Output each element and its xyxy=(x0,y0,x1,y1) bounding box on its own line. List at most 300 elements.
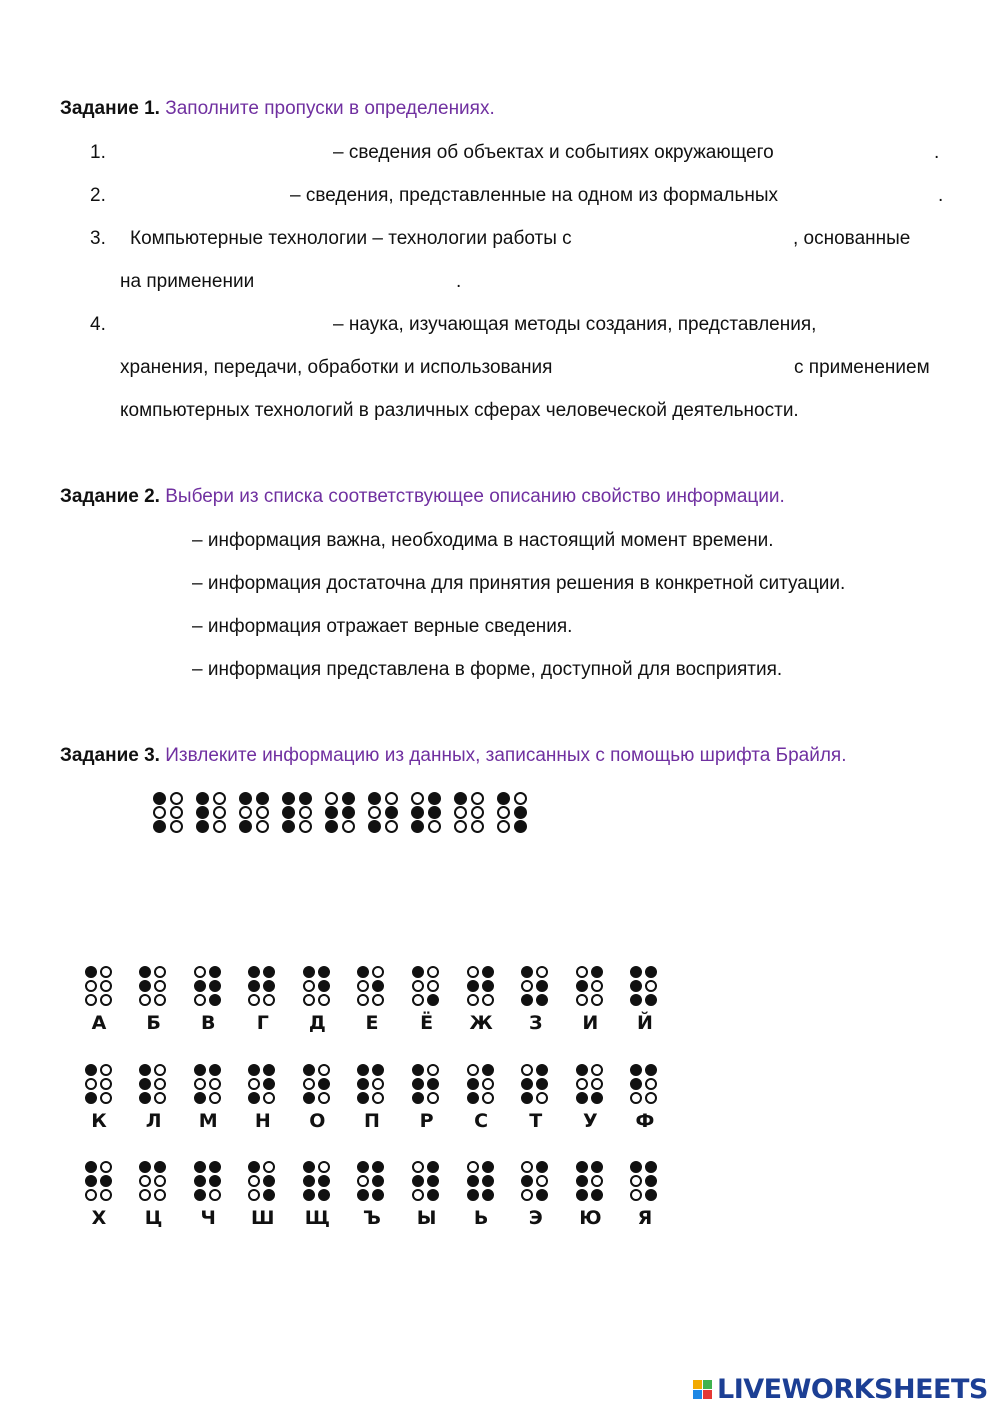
braille-cell xyxy=(84,1161,112,1203)
task2-line-1: – информация важна, необходима в настоящий момент времени. xyxy=(192,530,774,551)
raised-dot-icon xyxy=(536,1078,548,1090)
flat-dot-icon xyxy=(630,1189,642,1201)
alphabet-letter: Ф xyxy=(635,1110,655,1132)
raised-dot-icon xyxy=(282,792,295,805)
flat-dot-icon xyxy=(194,994,206,1006)
flat-dot-icon xyxy=(85,1078,97,1090)
raised-dot-icon xyxy=(536,1161,548,1173)
alphabet-entry xyxy=(412,1064,467,1132)
alphabet-letter: Е xyxy=(365,1012,379,1034)
raised-dot-icon xyxy=(318,1189,330,1201)
alphabet-letter: Й xyxy=(636,1012,653,1034)
alphabet-letter: К xyxy=(91,1110,107,1132)
braille-alphabet-row-1 xyxy=(84,966,685,1034)
raised-dot-icon xyxy=(325,820,338,833)
flat-dot-icon xyxy=(591,1064,603,1076)
alphabet-entry xyxy=(521,1161,576,1229)
braille-cell xyxy=(630,1161,658,1203)
raised-dot-icon xyxy=(303,1175,315,1187)
braille-cell xyxy=(139,1161,167,1203)
raised-dot-icon xyxy=(153,820,166,833)
raised-dot-icon xyxy=(514,806,527,819)
flat-dot-icon xyxy=(194,1078,206,1090)
raised-dot-icon xyxy=(248,1092,260,1104)
raised-dot-icon xyxy=(645,1064,657,1076)
flat-dot-icon xyxy=(85,980,97,992)
alphabet-entry xyxy=(84,1161,139,1229)
raised-dot-icon xyxy=(248,980,260,992)
raised-dot-icon xyxy=(576,1092,588,1104)
flat-dot-icon xyxy=(318,1161,330,1173)
raised-dot-icon xyxy=(591,1092,603,1104)
raised-dot-icon xyxy=(357,1078,369,1090)
flat-dot-icon xyxy=(100,1092,112,1104)
flat-dot-icon xyxy=(591,1078,603,1090)
logo-square xyxy=(693,1390,702,1399)
alphabet-letter: Ч xyxy=(200,1207,216,1229)
flat-dot-icon xyxy=(467,1064,479,1076)
raised-dot-icon xyxy=(325,806,338,819)
task1-item-4-line2: хранения, передачи, обработки и использования xyxy=(120,357,553,378)
flat-dot-icon xyxy=(263,1092,275,1104)
raised-dot-icon xyxy=(318,966,330,978)
raised-dot-icon xyxy=(342,792,355,805)
raised-dot-icon xyxy=(85,1161,97,1173)
flat-dot-icon xyxy=(263,994,275,1006)
braille-cell xyxy=(521,966,549,1008)
alphabet-letter: Н xyxy=(254,1110,271,1132)
flat-dot-icon xyxy=(630,1092,642,1104)
raised-dot-icon xyxy=(427,1175,439,1187)
raised-dot-icon xyxy=(521,994,533,1006)
flat-dot-icon xyxy=(209,1189,221,1201)
alphabet-letter: О xyxy=(309,1110,326,1132)
braille-cell xyxy=(357,1064,385,1106)
flat-dot-icon xyxy=(154,1189,166,1201)
raised-dot-icon xyxy=(482,1064,494,1076)
raised-dot-icon xyxy=(412,1064,424,1076)
alphabet-entry xyxy=(412,966,467,1034)
alphabet-entry xyxy=(193,1064,248,1132)
logo-text: LIVEWORKSHEETS xyxy=(717,1374,988,1405)
raised-dot-icon xyxy=(194,1092,206,1104)
raised-dot-icon xyxy=(209,1175,221,1187)
flat-dot-icon xyxy=(100,1078,112,1090)
raised-dot-icon xyxy=(427,1078,439,1090)
raised-dot-icon xyxy=(194,980,206,992)
raised-dot-icon xyxy=(454,792,467,805)
alphabet-letter: И xyxy=(582,1012,599,1034)
flat-dot-icon xyxy=(154,1175,166,1187)
task1-item-1-text xyxy=(333,142,774,164)
flat-dot-icon xyxy=(521,1161,533,1173)
braille-cell xyxy=(84,966,112,1008)
flat-dot-icon xyxy=(467,994,479,1006)
flat-dot-icon xyxy=(471,820,484,833)
alphabet-letter: Щ xyxy=(304,1207,330,1229)
raised-dot-icon xyxy=(412,1078,424,1090)
alphabet-entry xyxy=(521,1064,576,1132)
task1-item-3-text-after: , основанные xyxy=(793,228,911,249)
flat-dot-icon xyxy=(139,994,151,1006)
raised-dot-icon xyxy=(85,966,97,978)
alphabet-entry xyxy=(193,1161,248,1229)
raised-dot-icon xyxy=(467,1092,479,1104)
raised-dot-icon xyxy=(372,1064,384,1076)
raised-dot-icon xyxy=(428,792,441,805)
raised-dot-icon xyxy=(194,1189,206,1201)
flat-dot-icon xyxy=(100,1064,112,1076)
flat-dot-icon xyxy=(299,820,312,833)
encoded-braille-word xyxy=(152,792,539,834)
raised-dot-icon xyxy=(427,1189,439,1201)
flat-dot-icon xyxy=(248,1175,260,1187)
raised-dot-icon xyxy=(591,1189,603,1201)
alphabet-letter: У xyxy=(583,1110,598,1132)
alphabet-letter: Г xyxy=(256,1012,269,1034)
raised-dot-icon xyxy=(521,1078,533,1090)
flat-dot-icon xyxy=(153,806,166,819)
flat-dot-icon xyxy=(139,1175,151,1187)
raised-dot-icon xyxy=(428,806,441,819)
braille-cell xyxy=(193,1161,221,1203)
alphabet-entry xyxy=(248,1161,303,1229)
raised-dot-icon xyxy=(412,966,424,978)
raised-dot-icon xyxy=(536,994,548,1006)
braille-cell xyxy=(466,1064,494,1106)
flat-dot-icon xyxy=(427,1092,439,1104)
alphabet-letter: Ж xyxy=(469,1012,493,1034)
flat-dot-icon xyxy=(497,820,510,833)
raised-dot-icon xyxy=(282,806,295,819)
braille-cell xyxy=(357,966,385,1008)
raised-dot-icon xyxy=(521,1175,533,1187)
raised-dot-icon xyxy=(248,966,260,978)
raised-dot-icon xyxy=(514,820,527,833)
alphabet-letter: Т xyxy=(529,1110,543,1132)
alphabet-entry xyxy=(302,1161,357,1229)
alphabet-letter: Э xyxy=(528,1207,543,1229)
raised-dot-icon xyxy=(576,980,588,992)
alphabet-entry xyxy=(466,1064,521,1132)
flat-dot-icon xyxy=(100,980,112,992)
logo-square xyxy=(703,1380,712,1389)
braille-cell xyxy=(466,966,494,1008)
task3-label: Задание 3. xyxy=(60,745,160,766)
alphabet-entry xyxy=(139,1064,194,1132)
braille-cell xyxy=(139,1064,167,1106)
flat-dot-icon xyxy=(372,994,384,1006)
raised-dot-icon xyxy=(139,1092,151,1104)
raised-dot-icon xyxy=(630,966,642,978)
flat-dot-icon xyxy=(299,806,312,819)
flat-dot-icon xyxy=(428,820,441,833)
braille-cell xyxy=(238,792,270,834)
flat-dot-icon xyxy=(482,1092,494,1104)
braille-cell xyxy=(575,1161,603,1203)
raised-dot-icon xyxy=(630,1078,642,1090)
flat-dot-icon xyxy=(645,1078,657,1090)
task1-instruction: Заполните пропуски в определениях. xyxy=(165,98,495,119)
definition-text: – сведения об объектах и событиях окружающего xyxy=(333,142,774,163)
flat-dot-icon xyxy=(645,1092,657,1104)
raised-dot-icon xyxy=(357,1064,369,1076)
alphabet-letter: Б xyxy=(146,1012,161,1034)
raised-dot-icon xyxy=(372,1175,384,1187)
task1-item-4-text: – наука, изучающая методы создания, представления, xyxy=(333,314,817,335)
raised-dot-icon xyxy=(467,1189,479,1201)
braille-cell xyxy=(453,792,485,834)
task1-heading xyxy=(60,98,495,120)
task1-item-4-line2-after: с применением xyxy=(794,357,930,378)
braille-cell xyxy=(324,792,356,834)
raised-dot-icon xyxy=(209,994,221,1006)
raised-dot-icon xyxy=(248,1161,260,1173)
flat-dot-icon xyxy=(170,792,183,805)
flat-dot-icon xyxy=(514,792,527,805)
task1-item-3-text: Компьютерные технологии – технологии работы с xyxy=(130,228,572,249)
flat-dot-icon xyxy=(536,966,548,978)
raised-dot-icon xyxy=(85,1092,97,1104)
alphabet-letter: Ц xyxy=(144,1207,163,1229)
flat-dot-icon xyxy=(576,1078,588,1090)
alphabet-entry xyxy=(521,966,576,1034)
logo-square xyxy=(703,1390,712,1399)
task1-item-3-end: . xyxy=(456,271,462,292)
flat-dot-icon xyxy=(263,1161,275,1173)
flat-dot-icon xyxy=(154,980,166,992)
raised-dot-icon xyxy=(85,1064,97,1076)
task1-item-2-end: . xyxy=(938,185,944,206)
raised-dot-icon xyxy=(645,1189,657,1201)
alphabet-letter: П xyxy=(364,1110,380,1132)
flat-dot-icon xyxy=(85,1189,97,1201)
braille-cell xyxy=(193,966,221,1008)
raised-dot-icon xyxy=(263,1078,275,1090)
flat-dot-icon xyxy=(154,1064,166,1076)
alphabet-entry xyxy=(630,966,685,1034)
alphabet-letter: А xyxy=(91,1012,107,1034)
flat-dot-icon xyxy=(368,806,381,819)
flat-dot-icon xyxy=(213,792,226,805)
logo-square xyxy=(693,1380,702,1389)
flat-dot-icon xyxy=(471,792,484,805)
raised-dot-icon xyxy=(139,1064,151,1076)
raised-dot-icon xyxy=(303,1161,315,1173)
raised-dot-icon xyxy=(385,806,398,819)
braille-cell xyxy=(302,1064,330,1106)
flat-dot-icon xyxy=(239,806,252,819)
flat-dot-icon xyxy=(412,1189,424,1201)
alphabet-entry xyxy=(84,1064,139,1132)
braille-cell xyxy=(195,792,227,834)
raised-dot-icon xyxy=(263,1175,275,1187)
alphabet-entry xyxy=(139,1161,194,1229)
raised-dot-icon xyxy=(248,1064,260,1076)
raised-dot-icon xyxy=(357,1189,369,1201)
flat-dot-icon xyxy=(209,1092,221,1104)
braille-cell xyxy=(248,1161,276,1203)
flat-dot-icon xyxy=(454,806,467,819)
raised-dot-icon xyxy=(139,1078,151,1090)
raised-dot-icon xyxy=(209,980,221,992)
alphabet-letter: Р xyxy=(419,1110,434,1132)
raised-dot-icon xyxy=(645,966,657,978)
raised-dot-icon xyxy=(576,1064,588,1076)
flat-dot-icon xyxy=(427,1064,439,1076)
raised-dot-icon xyxy=(630,980,642,992)
flat-dot-icon xyxy=(154,1092,166,1104)
task2-instruction: Выбери из списка соответствующее описанию свойство информации. xyxy=(165,486,785,507)
raised-dot-icon xyxy=(630,1161,642,1173)
raised-dot-icon xyxy=(411,820,424,833)
alphabet-entry xyxy=(248,966,303,1034)
raised-dot-icon xyxy=(139,966,151,978)
alphabet-letter: Ю xyxy=(579,1207,602,1229)
flat-dot-icon xyxy=(536,1092,548,1104)
braille-cell xyxy=(575,966,603,1008)
braille-cell xyxy=(152,792,184,834)
alphabet-entry xyxy=(357,1161,412,1229)
alphabet-entry xyxy=(466,1161,521,1229)
braille-cell xyxy=(248,1064,276,1106)
alphabet-letter: М xyxy=(198,1110,218,1132)
braille-cell xyxy=(521,1161,549,1203)
flat-dot-icon xyxy=(248,1078,260,1090)
item-number: 1. xyxy=(90,142,106,163)
raised-dot-icon xyxy=(282,820,295,833)
alphabet-letter: Ш xyxy=(251,1207,275,1229)
raised-dot-icon xyxy=(645,1161,657,1173)
flat-dot-icon xyxy=(427,980,439,992)
raised-dot-icon xyxy=(372,980,384,992)
flat-dot-icon xyxy=(256,806,269,819)
task1-item-2: 2. xyxy=(90,185,106,206)
flat-dot-icon xyxy=(154,1078,166,1090)
alphabet-letter: Д xyxy=(308,1012,326,1034)
braille-cell xyxy=(412,1161,440,1203)
raised-dot-icon xyxy=(263,980,275,992)
raised-dot-icon xyxy=(299,792,312,805)
flat-dot-icon xyxy=(372,1092,384,1104)
flat-dot-icon xyxy=(213,806,226,819)
flat-dot-icon xyxy=(372,1078,384,1090)
raised-dot-icon xyxy=(303,1092,315,1104)
task1-item-1-end: . xyxy=(934,142,940,163)
alphabet-entry xyxy=(357,1064,412,1132)
raised-dot-icon xyxy=(263,1064,275,1076)
flat-dot-icon xyxy=(591,980,603,992)
braille-cell xyxy=(84,1064,112,1106)
flat-dot-icon xyxy=(100,1161,112,1173)
flat-dot-icon xyxy=(154,966,166,978)
raised-dot-icon xyxy=(536,1064,548,1076)
alphabet-entry xyxy=(139,966,194,1034)
flat-dot-icon xyxy=(467,1161,479,1173)
flat-dot-icon xyxy=(318,1092,330,1104)
raised-dot-icon xyxy=(576,1189,588,1201)
raised-dot-icon xyxy=(209,1161,221,1173)
raised-dot-icon xyxy=(521,966,533,978)
flat-dot-icon xyxy=(194,966,206,978)
raised-dot-icon xyxy=(154,1161,166,1173)
raised-dot-icon xyxy=(372,1161,384,1173)
flat-dot-icon xyxy=(645,980,657,992)
alphabet-letter: Ы xyxy=(416,1207,437,1229)
task2-line-2: – информация достаточна для принятия решения в конкретной ситуации. xyxy=(192,573,846,594)
braille-cell xyxy=(575,1064,603,1106)
raised-dot-icon xyxy=(427,994,439,1006)
flat-dot-icon xyxy=(170,806,183,819)
raised-dot-icon xyxy=(318,980,330,992)
braille-cell xyxy=(466,1161,494,1203)
flat-dot-icon xyxy=(521,1189,533,1201)
raised-dot-icon xyxy=(209,1064,221,1076)
flat-dot-icon xyxy=(411,792,424,805)
alphabet-entry xyxy=(575,966,630,1034)
task3-instruction: Извлеките информацию из данных, записанных с помощью шрифта Брайля. xyxy=(165,745,847,766)
task1-item-3-line2: на применении xyxy=(120,271,255,292)
flat-dot-icon xyxy=(100,994,112,1006)
flat-dot-icon xyxy=(482,1078,494,1090)
flat-dot-icon xyxy=(427,966,439,978)
braille-cell xyxy=(302,966,330,1008)
flat-dot-icon xyxy=(497,806,510,819)
raised-dot-icon xyxy=(411,806,424,819)
flat-dot-icon xyxy=(256,820,269,833)
raised-dot-icon xyxy=(100,1175,112,1187)
flat-dot-icon xyxy=(385,792,398,805)
raised-dot-icon xyxy=(536,980,548,992)
raised-dot-icon xyxy=(239,820,252,833)
raised-dot-icon xyxy=(412,1092,424,1104)
alphabet-letter: В xyxy=(200,1012,216,1034)
flat-dot-icon xyxy=(576,966,588,978)
flat-dot-icon xyxy=(630,1175,642,1187)
flat-dot-icon xyxy=(209,1078,221,1090)
flat-dot-icon xyxy=(467,966,479,978)
task1-item-2-text: – сведения, представленные на одном из формальных xyxy=(290,185,779,206)
braille-cell xyxy=(357,1161,385,1203)
raised-dot-icon xyxy=(368,792,381,805)
braille-cell xyxy=(248,966,276,1008)
flat-dot-icon xyxy=(303,980,315,992)
flat-dot-icon xyxy=(357,980,369,992)
task1-item-1 xyxy=(90,142,106,164)
raised-dot-icon xyxy=(521,1092,533,1104)
raised-dot-icon xyxy=(576,1161,588,1173)
flat-dot-icon xyxy=(482,994,494,1006)
braille-cell xyxy=(496,792,528,834)
flat-dot-icon xyxy=(412,980,424,992)
task2-label: Задание 2. xyxy=(60,486,160,507)
alphabet-entry xyxy=(302,1064,357,1132)
raised-dot-icon xyxy=(357,1092,369,1104)
raised-dot-icon xyxy=(196,792,209,805)
flat-dot-icon xyxy=(591,1175,603,1187)
raised-dot-icon xyxy=(482,980,494,992)
braille-cell xyxy=(630,966,658,1008)
raised-dot-icon xyxy=(85,1175,97,1187)
raised-dot-icon xyxy=(263,966,275,978)
raised-dot-icon xyxy=(263,1189,275,1201)
raised-dot-icon xyxy=(196,806,209,819)
raised-dot-icon xyxy=(303,1189,315,1201)
flat-dot-icon xyxy=(385,820,398,833)
raised-dot-icon xyxy=(576,1175,588,1187)
raised-dot-icon xyxy=(467,980,479,992)
task3-heading xyxy=(60,745,847,767)
